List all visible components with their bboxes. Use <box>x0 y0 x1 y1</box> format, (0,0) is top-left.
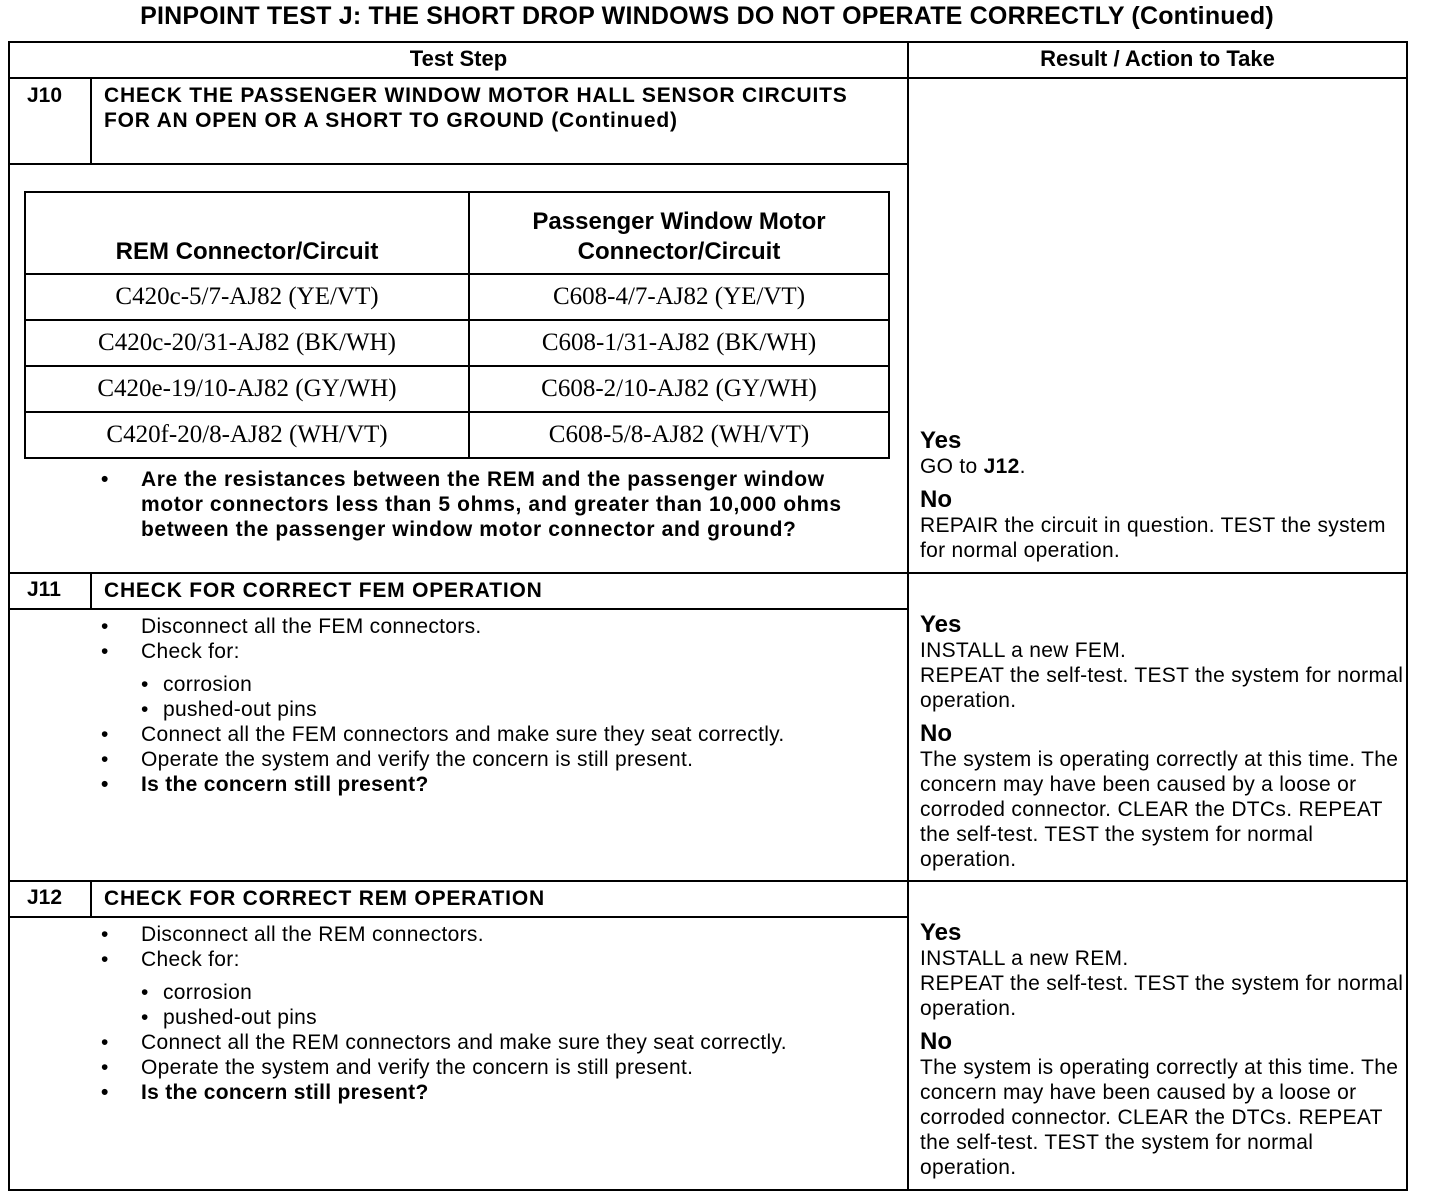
list-item: • Disconnect all the REM connectors. <box>101 922 861 947</box>
header-result: Result / Action to Take <box>1040 46 1275 71</box>
circuit-col-rem: REM Connector/Circuit <box>25 192 469 274</box>
step-title-rule <box>8 163 908 165</box>
result-j10 <box>920 428 1400 563</box>
step-title-rule <box>8 608 908 610</box>
table-cell: C420c-5/7-AJ82 (YE/VT) <box>25 274 469 320</box>
list-item: • Is the concern still present? <box>101 772 861 797</box>
sub-list <box>141 672 861 722</box>
table-row <box>25 412 889 458</box>
table-cell: C608-5/8-AJ82 (WH/VT) <box>469 412 889 458</box>
step-list-j10 <box>101 467 861 542</box>
header-test-step: Test Step <box>409 46 508 71</box>
table-row <box>25 274 889 320</box>
step-title-j12: CHECK FOR CORRECT REM OPERATION <box>104 887 545 910</box>
header-rule <box>8 77 1408 79</box>
sub-list-item: • corrosion <box>141 980 861 1005</box>
list-item: • Is the concern still present? <box>101 1080 861 1105</box>
step-id-divider <box>90 880 92 918</box>
list-item: • Are the resistances between the REM and the passenger window motor connectors less than 5 ohms, and greater than 10,000 ohms between the passenger window motor connector and ground? <box>101 467 861 542</box>
table-cell: C420e-19/10-AJ82 (GY/WH) <box>25 366 469 412</box>
yes-label: Yes <box>920 919 962 946</box>
column-divider <box>907 41 909 1191</box>
step-list-j11 <box>101 614 861 797</box>
circuit-table <box>24 191 890 459</box>
step-title-j11: CHECK FOR CORRECT FEM OPERATION <box>104 579 543 602</box>
row-rule-j11 <box>8 572 1408 574</box>
yes-action: REPEAT the self-test. TEST the system for normal operation. <box>920 664 1404 712</box>
step-list-j12 <box>101 922 861 1105</box>
no-action: The system is operating correctly at this time. The concern may have been caused by a loose or corroded connector. CLEAR the DTCs. REPEAT the self-test. TEST the system for normal operation. <box>920 748 1399 871</box>
yes-label: Yes <box>920 611 962 638</box>
yes-action-suffix: . <box>1019 455 1026 478</box>
table-cell: C608-2/10-AJ82 (GY/WH) <box>469 366 889 412</box>
no-label: No <box>920 486 952 513</box>
sub-list <box>141 980 861 1030</box>
yes-action: INSTALL a new REM. <box>920 947 1129 970</box>
table-cell: C608-1/31-AJ82 (BK/WH) <box>469 320 889 366</box>
result-j12 <box>920 920 1406 1180</box>
row-rule-j12 <box>8 880 1408 882</box>
list-item: • Operate the system and verify the concern is still present. <box>101 1055 861 1080</box>
list-item: • Operate the system and verify the concern is still present. <box>101 747 861 772</box>
step-id-j12: J12 <box>27 886 63 909</box>
step-id-j11: J11 <box>27 578 61 601</box>
list-item: • Connect all the REM connectors and make sure they seat correctly. <box>101 1030 861 1055</box>
list-item-text: Check for: <box>141 640 240 663</box>
yes-action: REPEAT the self-test. TEST the system for normal operation. <box>920 972 1404 1020</box>
table-row <box>25 366 889 412</box>
no-action: The system is operating correctly at this time. The concern may have been caused by a loose or corroded connector. CLEAR the DTCs. REPEAT the self-test. TEST the system for normal operation. <box>920 1056 1399 1179</box>
step-id-j10: J10 <box>27 84 63 107</box>
yes-action-text: GO to <box>920 455 984 478</box>
yes-label: Yes <box>920 427 962 454</box>
step-id-divider <box>90 572 92 610</box>
table-cell: C420c-20/31-AJ82 (BK/WH) <box>25 320 469 366</box>
list-item <box>101 639 861 722</box>
list-item: • Connect all the FEM connectors and make sure they seat correctly. <box>101 722 861 747</box>
no-label: No <box>920 1028 952 1055</box>
table-cell: C420f-20/8-AJ82 (WH/VT) <box>25 412 469 458</box>
yes-action-target: J12 <box>983 455 1020 478</box>
table-cell: C608-4/7-AJ82 (YE/VT) <box>469 274 889 320</box>
page-title: PINPOINT TEST J: THE SHORT DROP WINDOWS DO NOT OPERATE CORRECTLY (Continued) <box>140 2 1274 30</box>
table-row <box>25 320 889 366</box>
no-action: REPAIR the circuit in question. TEST the system for normal operation. <box>920 514 1386 562</box>
result-j11 <box>920 612 1406 872</box>
list-item-text: Check for: <box>141 948 240 971</box>
step-id-divider <box>90 77 92 165</box>
no-label: No <box>920 720 952 747</box>
list-item <box>101 947 861 1030</box>
yes-action <box>920 454 1400 479</box>
step-title-rule <box>8 916 908 918</box>
sub-list-item: • pushed-out pins <box>141 697 861 722</box>
list-item: • Disconnect all the FEM connectors. <box>101 614 861 639</box>
circuit-col-motor: Passenger Window Motor Connector/Circuit <box>469 192 889 274</box>
sub-list-item: • pushed-out pins <box>141 1005 861 1030</box>
yes-action: INSTALL a new FEM. <box>920 639 1127 662</box>
sub-list-item: • corrosion <box>141 672 861 697</box>
step-title-j10: CHECK THE PASSENGER WINDOW MOTOR HALL SENSOR CIRCUITS FOR AN OPEN OR A SHORT TO GROUND (Continued) <box>104 84 848 132</box>
